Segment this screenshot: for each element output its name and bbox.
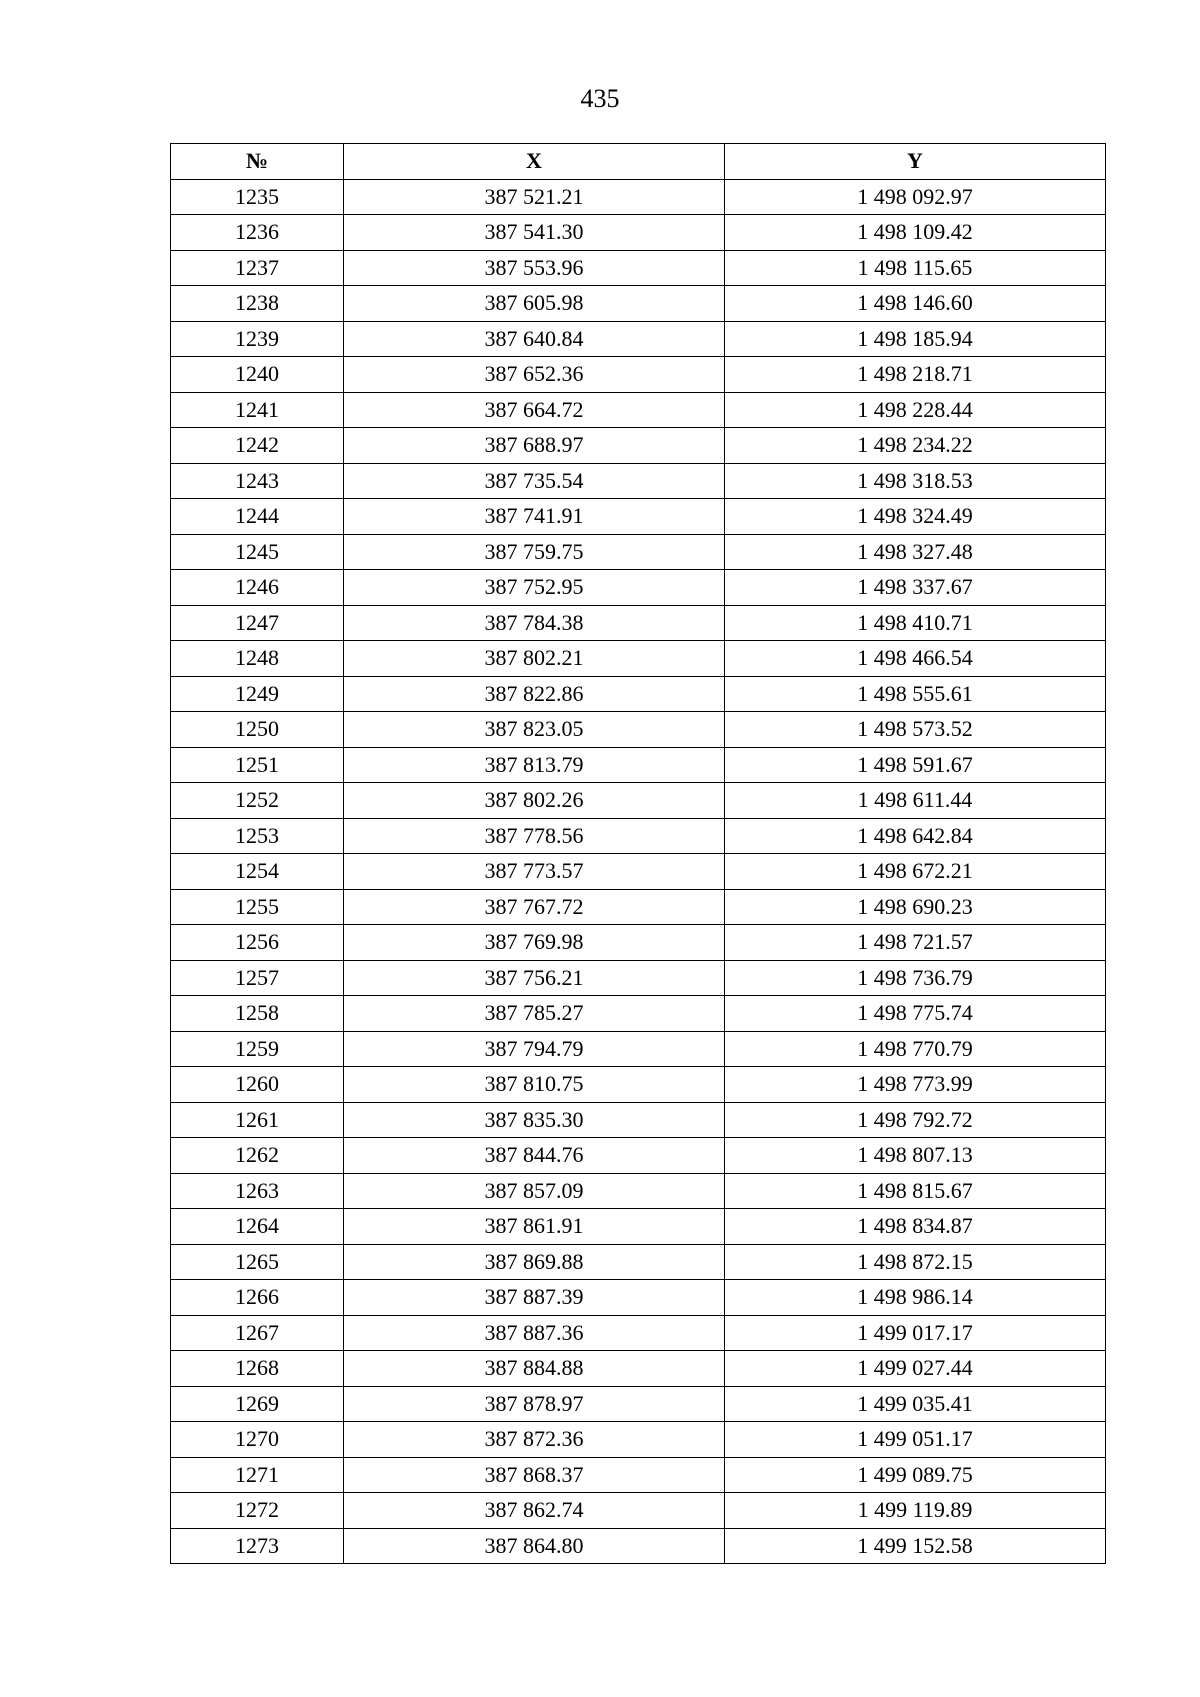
- coordinates-table: [170, 143, 1106, 1564]
- cell-x: 387 773.57: [344, 854, 725, 890]
- cell-number: 1257: [171, 960, 344, 996]
- cell-number: 1272: [171, 1493, 344, 1529]
- cell-y: 1 498 555.61: [725, 676, 1106, 712]
- cell-x: 387 844.76: [344, 1138, 725, 1174]
- cell-y: 1 498 792.72: [725, 1102, 1106, 1138]
- cell-y: 1 498 775.74: [725, 996, 1106, 1032]
- cell-number: 1270: [171, 1422, 344, 1458]
- cell-y: 1 498 092.97: [725, 179, 1106, 215]
- table-row: [171, 570, 1106, 606]
- cell-y: 1 498 807.13: [725, 1138, 1106, 1174]
- cell-y: 1 498 736.79: [725, 960, 1106, 996]
- cell-number: 1268: [171, 1351, 344, 1387]
- table-body: [171, 179, 1106, 1564]
- table-row: [171, 463, 1106, 499]
- cell-x: 387 869.88: [344, 1244, 725, 1280]
- cell-y: 1 498 185.94: [725, 321, 1106, 357]
- cell-y: 1 498 146.60: [725, 286, 1106, 322]
- cell-y: 1 498 466.54: [725, 641, 1106, 677]
- cell-x: 387 778.56: [344, 818, 725, 854]
- table-row: [171, 215, 1106, 251]
- cell-number: 1258: [171, 996, 344, 1032]
- cell-x: 387 640.84: [344, 321, 725, 357]
- cell-number: 1241: [171, 392, 344, 428]
- cell-y: 1 499 035.41: [725, 1386, 1106, 1422]
- cell-number: 1261: [171, 1102, 344, 1138]
- cell-x: 387 864.80: [344, 1528, 725, 1564]
- cell-number: 1251: [171, 747, 344, 783]
- table-row: [171, 925, 1106, 961]
- cell-x: 387 541.30: [344, 215, 725, 251]
- cell-x: 387 752.95: [344, 570, 725, 606]
- cell-y: 1 498 611.44: [725, 783, 1106, 819]
- table-row: [171, 1457, 1106, 1493]
- cell-y: 1 499 017.17: [725, 1315, 1106, 1351]
- table-row: [171, 1315, 1106, 1351]
- cell-y: 1 498 872.15: [725, 1244, 1106, 1280]
- cell-number: 1271: [171, 1457, 344, 1493]
- cell-x: 387 887.39: [344, 1280, 725, 1316]
- cell-x: 387 823.05: [344, 712, 725, 748]
- cell-number: 1265: [171, 1244, 344, 1280]
- table-row: [171, 747, 1106, 783]
- cell-y: 1 498 109.42: [725, 215, 1106, 251]
- cell-number: 1245: [171, 534, 344, 570]
- cell-number: 1260: [171, 1067, 344, 1103]
- cell-x: 387 759.75: [344, 534, 725, 570]
- cell-number: 1263: [171, 1173, 344, 1209]
- table-row: [171, 357, 1106, 393]
- cell-x: 387 735.54: [344, 463, 725, 499]
- cell-x: 387 664.72: [344, 392, 725, 428]
- cell-x: 387 767.72: [344, 889, 725, 925]
- header-y: Y: [725, 144, 1106, 180]
- cell-number: 1252: [171, 783, 344, 819]
- cell-y: 1 498 834.87: [725, 1209, 1106, 1245]
- cell-number: 1242: [171, 428, 344, 464]
- table-row: [171, 1244, 1106, 1280]
- cell-y: 1 498 815.67: [725, 1173, 1106, 1209]
- table-row: [171, 818, 1106, 854]
- cell-y: 1 499 119.89: [725, 1493, 1106, 1529]
- cell-x: 387 802.26: [344, 783, 725, 819]
- cell-y: 1 498 642.84: [725, 818, 1106, 854]
- table-row: [171, 960, 1106, 996]
- cell-y: 1 498 115.65: [725, 250, 1106, 286]
- cell-number: 1240: [171, 357, 344, 393]
- cell-y: 1 498 327.48: [725, 534, 1106, 570]
- cell-y: 1 498 986.14: [725, 1280, 1106, 1316]
- table-row: [171, 1102, 1106, 1138]
- table-row: [171, 1351, 1106, 1387]
- cell-y: 1 499 089.75: [725, 1457, 1106, 1493]
- cell-number: 1269: [171, 1386, 344, 1422]
- cell-x: 387 857.09: [344, 1173, 725, 1209]
- table-row: [171, 1209, 1106, 1245]
- cell-y: 1 499 051.17: [725, 1422, 1106, 1458]
- cell-y: 1 498 410.71: [725, 605, 1106, 641]
- table-row: [171, 499, 1106, 535]
- table-row: [171, 534, 1106, 570]
- table-row: [171, 996, 1106, 1032]
- table-row: [171, 1031, 1106, 1067]
- header-x: X: [344, 144, 725, 180]
- header-row: [171, 144, 1106, 180]
- cell-number: 1248: [171, 641, 344, 677]
- cell-y: 1 498 337.67: [725, 570, 1106, 606]
- table-row: [171, 250, 1106, 286]
- cell-number: 1238: [171, 286, 344, 322]
- cell-number: 1256: [171, 925, 344, 961]
- table-row: [171, 1493, 1106, 1529]
- cell-number: 1244: [171, 499, 344, 535]
- cell-number: 1243: [171, 463, 344, 499]
- cell-x: 387 861.91: [344, 1209, 725, 1245]
- cell-x: 387 887.36: [344, 1315, 725, 1351]
- cell-x: 387 813.79: [344, 747, 725, 783]
- cell-y: 1 498 573.52: [725, 712, 1106, 748]
- cell-x: 387 769.98: [344, 925, 725, 961]
- cell-number: 1267: [171, 1315, 344, 1351]
- table-row: [171, 428, 1106, 464]
- cell-x: 387 862.74: [344, 1493, 725, 1529]
- cell-x: 387 794.79: [344, 1031, 725, 1067]
- cell-x: 387 605.98: [344, 286, 725, 322]
- cell-number: 1237: [171, 250, 344, 286]
- table-row: [171, 1280, 1106, 1316]
- table-row: [171, 889, 1106, 925]
- cell-number: 1235: [171, 179, 344, 215]
- cell-x: 387 784.38: [344, 605, 725, 641]
- cell-y: 1 498 591.67: [725, 747, 1106, 783]
- cell-x: 387 835.30: [344, 1102, 725, 1138]
- cell-x: 387 878.97: [344, 1386, 725, 1422]
- cell-number: 1266: [171, 1280, 344, 1316]
- cell-number: 1250: [171, 712, 344, 748]
- cell-number: 1264: [171, 1209, 344, 1245]
- cell-y: 1 498 234.22: [725, 428, 1106, 464]
- table-header: [171, 144, 1106, 180]
- table-row: [171, 712, 1106, 748]
- cell-y: 1 499 027.44: [725, 1351, 1106, 1387]
- table-row: [171, 1067, 1106, 1103]
- table-row: [171, 676, 1106, 712]
- cell-number: 1249: [171, 676, 344, 712]
- cell-y: 1 498 672.21: [725, 854, 1106, 890]
- table-row: [171, 854, 1106, 890]
- cell-x: 387 553.96: [344, 250, 725, 286]
- cell-number: 1262: [171, 1138, 344, 1174]
- cell-y: 1 498 690.23: [725, 889, 1106, 925]
- table-row: [171, 392, 1106, 428]
- cell-x: 387 802.21: [344, 641, 725, 677]
- cell-y: 1 498 318.53: [725, 463, 1106, 499]
- cell-number: 1236: [171, 215, 344, 251]
- table-row: [171, 1386, 1106, 1422]
- cell-x: 387 785.27: [344, 996, 725, 1032]
- cell-y: 1 498 324.49: [725, 499, 1106, 535]
- cell-y: 1 498 770.79: [725, 1031, 1106, 1067]
- cell-x: 387 884.88: [344, 1351, 725, 1387]
- cell-y: 1 498 228.44: [725, 392, 1106, 428]
- cell-x: 387 756.21: [344, 960, 725, 996]
- cell-y: 1 498 218.71: [725, 357, 1106, 393]
- cell-y: 1 499 152.58: [725, 1528, 1106, 1564]
- cell-x: 387 741.91: [344, 499, 725, 535]
- table-row: [171, 286, 1106, 322]
- table-row: [171, 1528, 1106, 1564]
- cell-x: 387 521.21: [344, 179, 725, 215]
- table-row: [171, 1138, 1106, 1174]
- table-row: [171, 1422, 1106, 1458]
- cell-y: 1 498 721.57: [725, 925, 1106, 961]
- table-row: [171, 605, 1106, 641]
- cell-number: 1254: [171, 854, 344, 890]
- page-number: 435: [580, 84, 620, 113]
- cell-number: 1239: [171, 321, 344, 357]
- cell-x: 387 822.86: [344, 676, 725, 712]
- table-row: [171, 641, 1106, 677]
- table-row: [171, 321, 1106, 357]
- cell-number: 1246: [171, 570, 344, 606]
- cell-number: 1255: [171, 889, 344, 925]
- header-number: №: [171, 144, 344, 180]
- table-row: [171, 1173, 1106, 1209]
- cell-number: 1273: [171, 1528, 344, 1564]
- cell-x: 387 868.37: [344, 1457, 725, 1493]
- cell-x: 387 872.36: [344, 1422, 725, 1458]
- cell-x: 387 688.97: [344, 428, 725, 464]
- cell-number: 1253: [171, 818, 344, 854]
- cell-number: 1247: [171, 605, 344, 641]
- table-row: [171, 783, 1106, 819]
- table-row: [171, 179, 1106, 215]
- cell-x: 387 810.75: [344, 1067, 725, 1103]
- cell-x: 387 652.36: [344, 357, 725, 393]
- cell-y: 1 498 773.99: [725, 1067, 1106, 1103]
- cell-number: 1259: [171, 1031, 344, 1067]
